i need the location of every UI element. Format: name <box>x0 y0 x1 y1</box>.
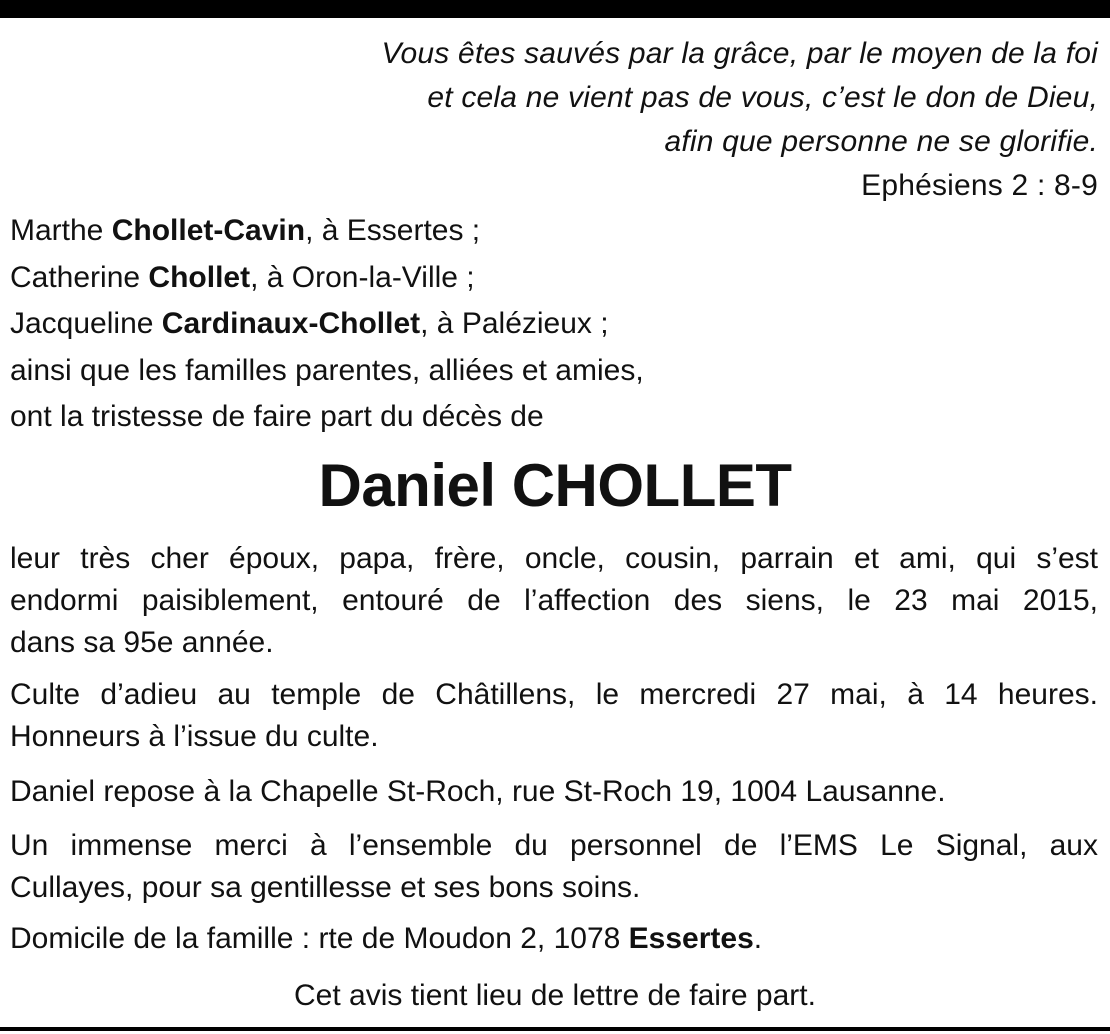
family-relatives-line: ainsi que les familles parentes, alliées et amies, <box>10 353 644 387</box>
family-member-surname: Chollet-Cavin <box>111 214 306 247</box>
family-member: Marthe Chollet-Cavin, à Essertes ; <box>10 214 481 247</box>
quote-line-2: et cela ne vient pas de vous, c’est le don de Dieu, <box>427 81 1098 114</box>
bible-quote <box>381 32 1098 208</box>
family-announcers <box>10 208 644 441</box>
quote-reference: Ephésiens 2 : 8-9 <box>861 169 1098 202</box>
thanks-paragraph: Un immense merci à l’ensemble du personnel de l’EMS Le Signal, aux Cullayes, pour sa gentillesse et ses bons soins. <box>10 829 1098 904</box>
resting-place-paragraph: Daniel repose à la Chapelle St-Roch, rue St-Roch 19, 1004 Lausanne. <box>10 775 946 808</box>
announcement-line: ont la tristesse de faire part du décès de <box>10 400 544 433</box>
deceased-name: Daniel CHOLLET <box>318 452 792 519</box>
quote-line-1: Vous êtes sauvés par la grâce, par le moyen de la foi <box>381 37 1098 70</box>
closing-note: Cet avis tient lieu de lettre de faire part. <box>294 979 816 1012</box>
bottom-border-rule <box>0 1027 1110 1031</box>
family-address-paragraph: Domicile de la famille : rte de Moudon 2, 1078 Essertes. <box>10 922 763 955</box>
family-address-place: Essertes <box>628 922 754 955</box>
family-member-surname: Cardinaux-Chollet <box>161 307 421 340</box>
family-member: Catherine Chollet, à Oron-la-Ville ; <box>10 260 475 294</box>
family-member-surname: Chollet <box>148 260 251 294</box>
family-member: Jacqueline Cardinaux-Chollet, à Palézieux ; <box>10 307 609 340</box>
quote-line-3: afin que personne ne se glorifie. <box>664 125 1098 158</box>
tribute-paragraph: leur très cher époux, papa, frère, oncle, cousin, parrain et ami, qui s’est endormi paisiblement, entouré de l’affection des siens, le 23 mai 2015, dans sa 95e année. <box>10 542 1098 659</box>
funeral-service-paragraph: Culte d’adieu au temple de Châtillens, le mercredi 27 mai, à 14 heures. Honneurs à l’issue du culte. <box>10 678 1098 753</box>
top-border-rule <box>0 0 1110 18</box>
